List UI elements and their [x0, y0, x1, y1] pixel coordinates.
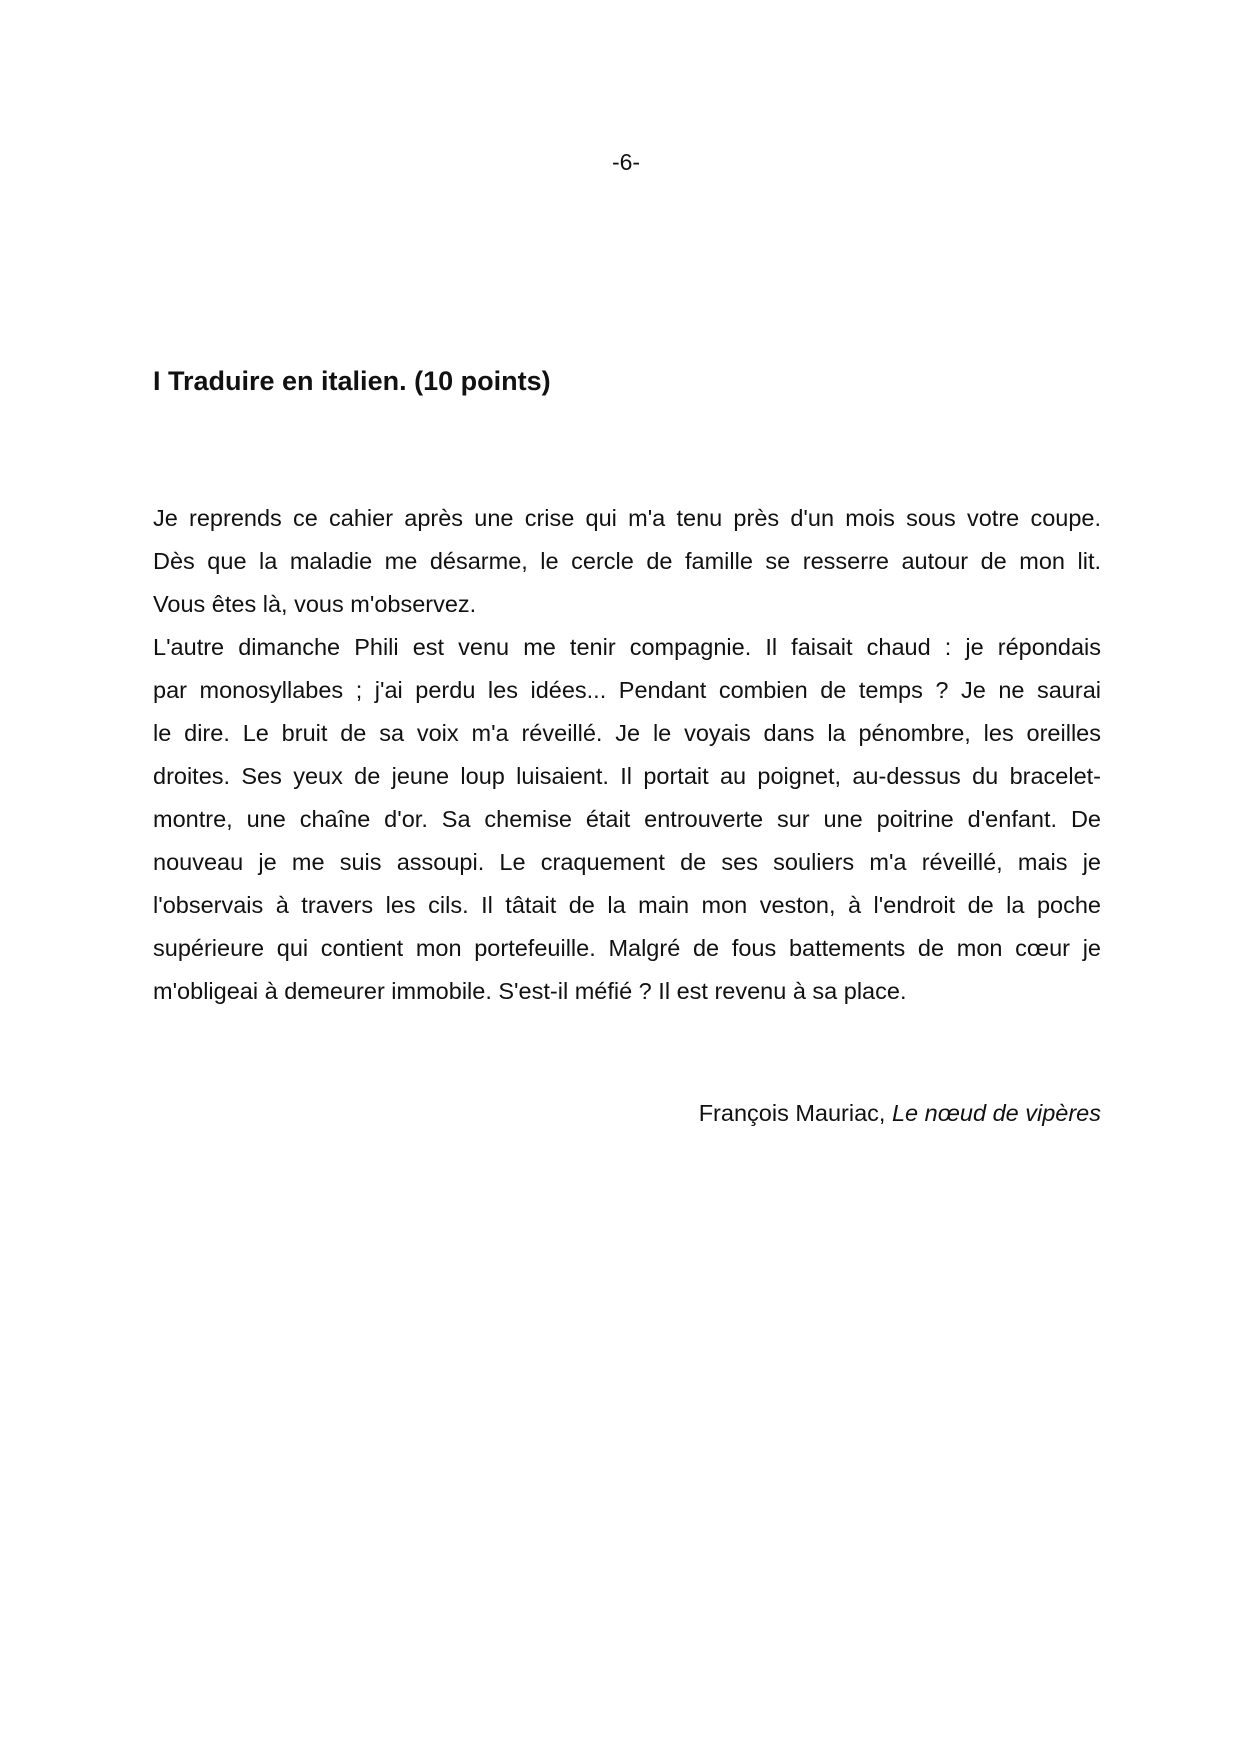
page-number: -6-	[611, 149, 641, 175]
passage-line: m'obligeai à demeurer immobile. S'est-il méfié ? Il est revenu à sa place.	[153, 978, 907, 1004]
section-title: I Traduire en italien. (10 points)	[153, 366, 551, 396]
passage-line: l'observais à travers les cils. Il tâtait de la main mon veston, à l'endroit de la poche	[153, 892, 1101, 918]
attribution-work-title: Le nœud de vipères	[891, 1100, 1101, 1126]
passage-text	[153, 497, 1101, 1013]
passage-line: le dire. Le bruit de sa voix m'a réveillé. Je le voyais dans la pénombre, les oreilles	[153, 720, 1101, 746]
passage-line: droites. Ses yeux de jeune loup luisaient. Il portait au poignet, au-dessus du bracelet-	[153, 763, 1101, 789]
attribution-author: François Mauriac,	[698, 1100, 886, 1126]
passage-line: L'autre dimanche Phili est venu me tenir compagnie. Il faisait chaud : je répondais	[153, 634, 1101, 660]
passage-line: nouveau je me suis assoupi. Le craquement de ses souliers m'a réveillé, mais je	[153, 849, 1101, 875]
passage-line: Dès que la maladie me désarme, le cercle de famille se resserre autour de mon lit.	[153, 548, 1101, 574]
passage-line: supérieure qui contient mon portefeuille. Malgré de fous battements de mon cœur je	[153, 935, 1101, 961]
attribution	[699, 1097, 1101, 1129]
passage-line: Vous êtes là, vous m'observez.	[153, 591, 477, 617]
passage-line: montre, une chaîne d'or. Sa chemise était entrouverte sur une poitrine d'enfant. De	[153, 806, 1101, 832]
passage-line: par monosyllabes ; j'ai perdu les idées... Pendant combien de temps ? Je ne saurai	[153, 677, 1101, 703]
passage-line: Je reprends ce cahier après une crise qui m'a tenu près d'un mois sous votre coupe.	[153, 505, 1101, 531]
